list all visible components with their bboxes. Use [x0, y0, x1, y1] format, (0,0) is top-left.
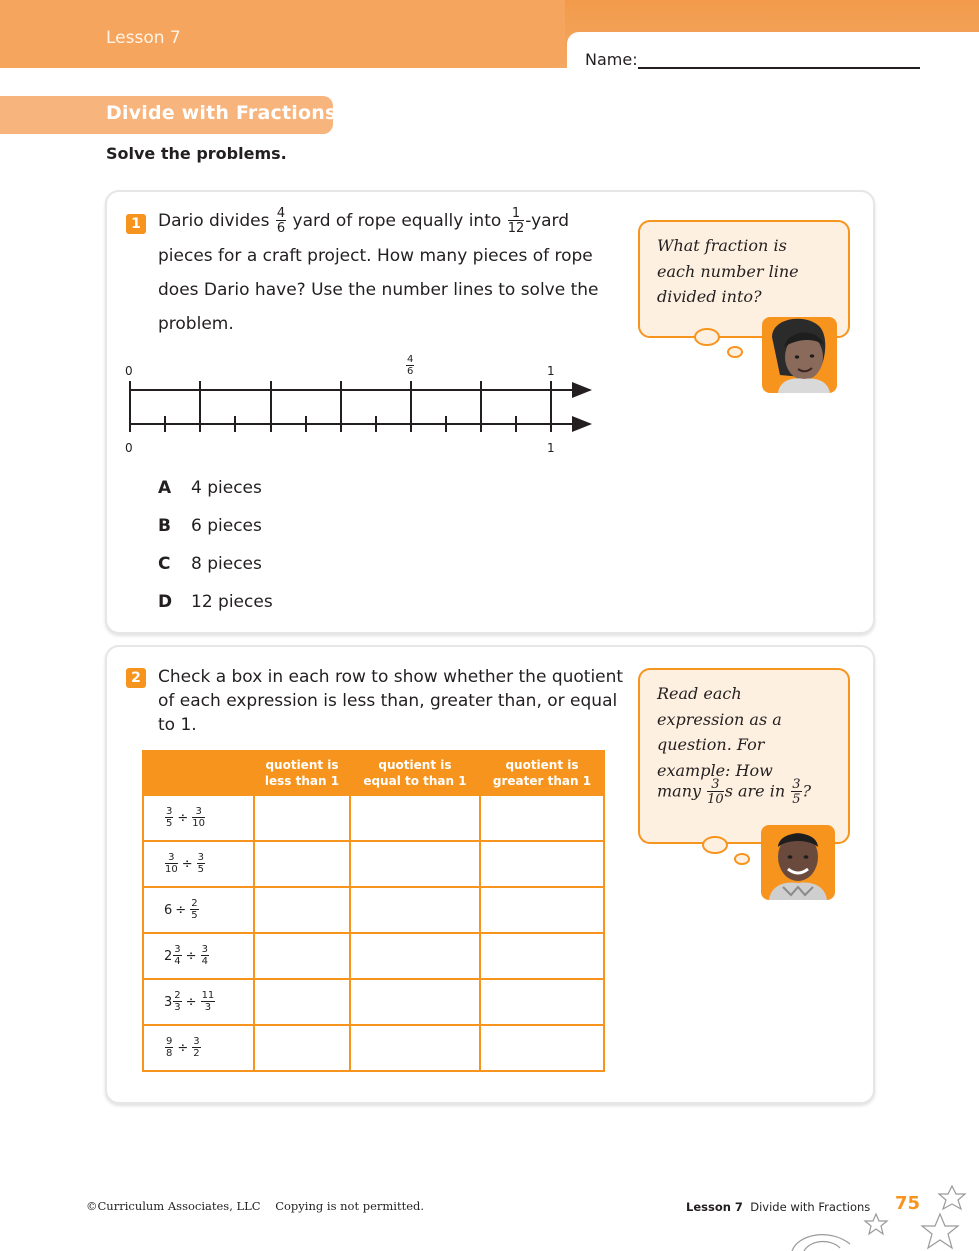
- expression-cell: [143, 933, 254, 979]
- frac-denominator: 5: [197, 864, 205, 875]
- table-row: [143, 841, 604, 887]
- divide-sign: ÷: [181, 856, 193, 872]
- fraction-divisor: [201, 991, 216, 1013]
- whole-number: 2: [164, 948, 173, 964]
- frac-numerator: 1: [508, 207, 525, 221]
- bottom-line-label-1: 1: [547, 441, 555, 455]
- choice-b-letter[interactable]: B: [158, 516, 171, 536]
- column-header-equal: [350, 751, 480, 795]
- frac-numerator: 2: [174, 990, 181, 1001]
- page-number: 75: [895, 1193, 921, 1214]
- thought-dot-small: [734, 853, 750, 865]
- checkbox-cell-greater[interactable]: [480, 979, 604, 1025]
- problem-2-line-2: of each expression is less than, greater than, or equal: [158, 691, 618, 711]
- hint-2-text-b: s are in: [724, 781, 791, 801]
- fraction-dividend: [165, 1037, 173, 1059]
- whole-number: 6: [164, 902, 173, 918]
- frac-numerator: 3: [193, 1036, 200, 1047]
- fraction-dividend: [173, 991, 181, 1013]
- column-header-line: greater than 1: [492, 774, 592, 788]
- hint-1-line-1: What fraction is: [657, 236, 787, 255]
- table-row: [143, 795, 604, 841]
- frac-numerator: 3: [707, 778, 724, 792]
- frac-denominator: 4: [174, 956, 181, 967]
- top-line-label-four-sixths: [406, 355, 414, 377]
- checkbox-cell-less[interactable]: [254, 933, 350, 979]
- bottom-line-label-0: 0: [125, 441, 133, 455]
- checkbox-cell-less[interactable]: [254, 1025, 350, 1071]
- fraction-dividend: [165, 853, 178, 875]
- frac-denominator: 10: [165, 864, 178, 875]
- checkbox-cell-greater[interactable]: [480, 841, 604, 887]
- checkbox-cell-equal[interactable]: [350, 795, 480, 841]
- frac-numerator: 4: [407, 354, 414, 365]
- frac-numerator: 4: [276, 206, 286, 221]
- table-header-row: [143, 751, 604, 795]
- checkbox-cell-equal[interactable]: [350, 887, 480, 933]
- frac-denominator: 10: [707, 792, 724, 807]
- choice-a-text[interactable]: 4 pieces: [191, 478, 262, 498]
- fraction-three-tenths: [707, 778, 724, 806]
- checkbox-cell-greater[interactable]: [480, 933, 604, 979]
- fraction-divisor: [190, 899, 198, 921]
- frac-numerator: 3: [174, 944, 181, 955]
- whole-number: 3: [164, 994, 173, 1010]
- choice-c-letter[interactable]: C: [158, 554, 171, 574]
- problem-1-text-b: yard of rope equally into: [287, 211, 507, 231]
- fraction-divisor: [192, 1037, 200, 1059]
- fraction-dividend: [165, 807, 173, 829]
- quotient-table: [142, 750, 605, 1072]
- checkbox-cell-less[interactable]: [254, 887, 350, 933]
- column-header-line: quotient is: [265, 757, 339, 772]
- problem-1-line-2: pieces for a craft project. How many pieces of rope: [158, 246, 593, 266]
- frac-denominator: 6: [276, 221, 286, 236]
- student-boy-avatar: [761, 825, 835, 900]
- hint-2-line-4: example: How: [657, 761, 773, 780]
- decorative-stars-icon: [790, 1178, 979, 1251]
- checkbox-cell-equal[interactable]: [350, 841, 480, 887]
- problem-2-line-3: to 1.: [158, 715, 197, 735]
- frac-denominator: 3: [174, 1002, 181, 1013]
- table-row: [143, 887, 604, 933]
- thought-dot-large: [694, 328, 720, 346]
- frac-numerator: 2: [191, 898, 198, 909]
- table-row: [143, 979, 604, 1025]
- column-header-line: quotient is: [378, 757, 452, 772]
- table-row: [143, 933, 604, 979]
- checkbox-cell-greater[interactable]: [480, 1025, 604, 1071]
- hint-bubble-2: [638, 668, 850, 844]
- table-body: [143, 795, 604, 1071]
- checkbox-cell-equal[interactable]: [350, 979, 480, 1025]
- hint-1-line-2: each number line: [657, 262, 799, 281]
- choice-a-letter[interactable]: A: [158, 478, 172, 498]
- problem-2-line-1: Check a box in each row to show whether the quotient: [158, 667, 624, 687]
- column-header-line: less than 1: [264, 774, 340, 788]
- hint-2-line-5: [657, 778, 811, 806]
- frac-denominator: 3: [204, 1002, 212, 1013]
- footer-lesson-number: Lesson 7: [686, 1200, 743, 1214]
- expression-cell: [143, 795, 254, 841]
- checkbox-cell-greater[interactable]: [480, 887, 604, 933]
- lesson-label: Lesson 7: [106, 28, 181, 48]
- checkbox-cell-equal[interactable]: [350, 933, 480, 979]
- frac-numerator: 3: [165, 853, 178, 864]
- hint-2-line-1: Read each: [657, 684, 742, 703]
- divide-sign: ÷: [185, 994, 197, 1010]
- table-header-blank: [143, 751, 254, 795]
- frac-denominator: 8: [166, 1048, 173, 1059]
- checkbox-cell-less[interactable]: [254, 795, 350, 841]
- fraction-divisor: [192, 807, 205, 829]
- hint-1-line-3: divided into?: [657, 287, 762, 306]
- frac-denominator: 5: [166, 818, 173, 829]
- expression-cell: [143, 887, 254, 933]
- checkbox-cell-greater[interactable]: [480, 795, 604, 841]
- column-header-less: [254, 751, 350, 795]
- frac-denominator: 6: [407, 366, 414, 377]
- checkbox-cell-less[interactable]: [254, 979, 350, 1025]
- problem-1-line-4: problem.: [158, 314, 234, 334]
- expression-cell: [143, 1025, 254, 1071]
- frac-denominator: 4: [201, 956, 208, 967]
- expression-cell: [143, 841, 254, 887]
- choice-b-text[interactable]: 6 pieces: [191, 516, 262, 536]
- frac-numerator: 3: [201, 944, 208, 955]
- frac-numerator: 11: [201, 990, 215, 1001]
- column-header-line: equal to than 1: [363, 774, 467, 788]
- top-line-label-1: 1: [547, 364, 555, 378]
- page-title: Divide with Fractions: [106, 102, 337, 124]
- student-girl-avatar: [762, 317, 837, 393]
- hint-2-line-2: expression as a: [657, 710, 782, 729]
- footer-copyright: ©Curriculum Associates, LLC Copying is not permitted.: [86, 1199, 425, 1213]
- frac-denominator: 12: [507, 221, 525, 236]
- top-line-label-0: 0: [125, 364, 133, 378]
- divide-sign: ÷: [177, 810, 189, 826]
- frac-denominator: 2: [193, 1048, 200, 1059]
- frac-denominator: 10: [192, 818, 206, 829]
- frac-numerator: 3: [792, 777, 801, 792]
- thought-dot-large: [702, 836, 728, 854]
- fraction-divisor: [201, 945, 209, 967]
- thought-dot-small: [727, 346, 743, 358]
- table-row: [143, 1025, 604, 1071]
- footer-lesson-title: Divide with Fractions: [750, 1200, 871, 1214]
- frac-numerator: 9: [166, 1036, 173, 1047]
- instructions: Solve the problems.: [106, 144, 287, 163]
- problem-1-text-c: -yard: [525, 211, 570, 231]
- name-label: Name:: [585, 50, 638, 69]
- choice-c-text[interactable]: 8 pieces: [191, 554, 262, 574]
- problem-1-text-a: Dario divides: [158, 211, 275, 231]
- divide-sign: ÷: [185, 948, 197, 964]
- hint-2-line-3: question. For: [657, 735, 765, 754]
- frac-denominator: 5: [191, 910, 198, 921]
- expression-cell: [143, 979, 254, 1025]
- column-header-greater: [480, 751, 604, 795]
- problem-1-number: 1: [126, 214, 146, 234]
- fraction-divisor: [197, 853, 205, 875]
- fraction-dividend: [173, 945, 181, 967]
- fraction-three-fifths: [791, 778, 801, 806]
- checkbox-cell-equal[interactable]: [350, 1025, 480, 1071]
- problem-1-line-3: does Dario have? Use the number lines to solve the: [158, 280, 599, 300]
- divide-sign: ÷: [175, 902, 187, 918]
- frac-numerator: 3: [192, 807, 205, 818]
- hint-2-text-c: ?: [802, 781, 812, 801]
- checkbox-cell-less[interactable]: [254, 841, 350, 887]
- choice-d-letter[interactable]: D: [158, 592, 173, 612]
- column-header-line: quotient is: [505, 757, 579, 772]
- frac-denominator: 5: [792, 792, 801, 807]
- frac-numerator: 3: [166, 806, 173, 817]
- choice-d-text[interactable]: 12 pieces: [191, 592, 273, 612]
- problem-2-number: 2: [126, 668, 146, 688]
- frac-numerator: 3: [197, 852, 205, 863]
- divide-sign: ÷: [177, 1040, 189, 1056]
- hint-2-text-a: many: [657, 781, 707, 801]
